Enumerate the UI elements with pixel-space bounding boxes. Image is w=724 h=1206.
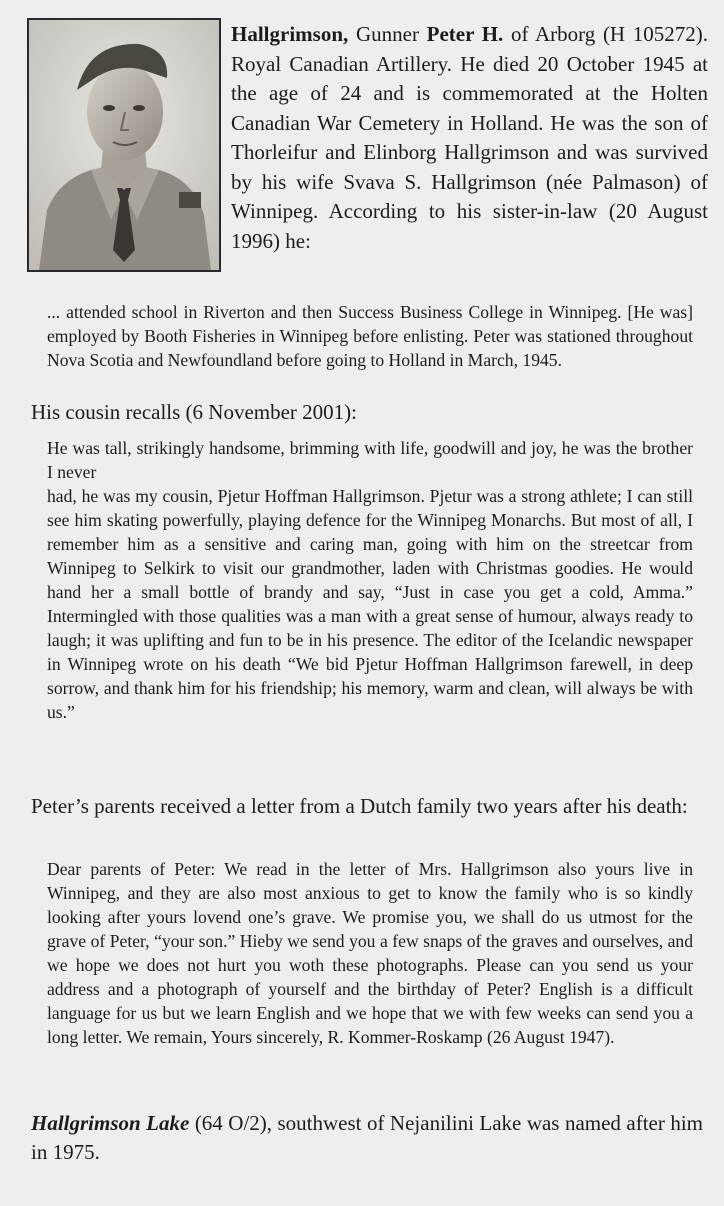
cousin-quote-first-lines: He was tall, strikingly handsome, brimming with life, goodwill and joy, he was the brother I never — [47, 438, 693, 482]
cousin-intro: His cousin recalls (6 November 2001): — [31, 400, 358, 424]
lake-text: (64 O/2), southwest of Nejanilini Lake was named after him in 1975. — [31, 1111, 704, 1164]
intro-paragraph — [231, 20, 708, 256]
lake-naming-paragraph — [31, 1109, 703, 1167]
sister-in-law-quote: ... attended school in Riverton and then Success Business College in Winnipeg. [He was] employed by Booth Fisheries in Winnipeg before enlisting. Peter was stationed throughout Nova Scotia and Newfoundland before going to Holland in March, 1945. — [47, 302, 693, 370]
intro-text: of Arborg (H 105272). Royal Canadian Artillery. He died 20 October 1945 at the age of 24 and is commemorated at the Holten Canadian War Cemetery in Holland. He was the son of Thorleifur and Elinborg Hallgrimson and was survived by his wife Svava S. Hallgrimson (née Palmason) of Winnipeg. According to his sister-in-law (20 August 1996) he: — [231, 22, 709, 253]
cousin-quote-rest: had, he was my cousin, Pjetur Hoffman Hallgrimson. Pjetur was a strong athlete; I can still see him skating powerfully, playing defence for the Winnipeg Monarchs. But most of all, I remember him as a sensitive and caring man, going with him on the streetcar from Winnipeg to Selkirk to visit our grandmother, laden with Christmas goodies. He would hand her a small bottle of brandy and say, “Just in case you get a cold, Amma.” Intermingled with those qualities was a man with a great sense of humour, always ready to laugh; it was uplifting and fun to be in his presence. The editor of the Icelandic newspaper in Winnipeg wrote on his death “We bid Pjetur Hoffman Hallgrimson farewell, in deep sorrow, and thank him for his friendship; his memory, warm and clean, will always be with us.” — [47, 486, 693, 722]
cousin-quote — [47, 436, 693, 724]
parents-intro: Peter’s parents received a letter from a Dutch family two years after his death: — [31, 794, 688, 818]
soldier-portrait-photo — [27, 18, 221, 272]
rank: Gunner — [355, 22, 419, 46]
dutch-family-letter: Dear parents of Peter: We read in the letter of Mrs. Hallgrimson also yours live in Winnipeg, and they are also most anxious to get to know the family who is so kindly looking after yours lovend one’s grave. We promise you, we shall do us utmost for the grave of Peter, “your son.” Hieby we send you a few snaps of the graves and ourselves, and we hope we does not hurt you woth these photographs. Please can you send us your address and a photograph of yourself and the birthday of Peter? English is a difficult language for us but we learn English and we hope that we with few weeks can send you a long letter. We remain, Yours sincerely, R. Kommer-Roskamp (26 August 1947). — [47, 859, 693, 1047]
given-name: Peter H. — [426, 22, 504, 46]
surname: Hallgrimson, — [231, 22, 349, 46]
lake-name: Hallgrimson Lake — [31, 1111, 190, 1135]
